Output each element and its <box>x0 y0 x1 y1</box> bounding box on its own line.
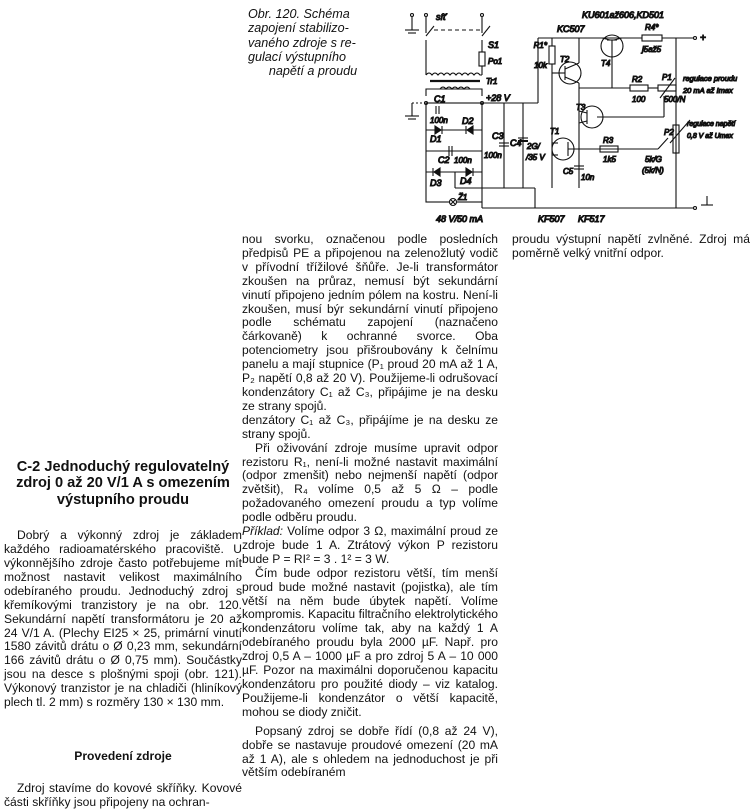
label-current-reg-1: regulace proudu <box>683 74 738 83</box>
example-label: Příklad: <box>242 524 283 539</box>
column-middle <box>242 233 498 780</box>
label-tr1: Tr1 <box>486 77 498 86</box>
label-c2-val: 100n <box>454 156 472 165</box>
label-r4: R4* <box>645 23 659 32</box>
label-p1-val: 500/N <box>664 95 686 104</box>
label-r3-val: 1k5 <box>603 155 616 164</box>
label-voltage-reg-2: 0,8 V až Umax <box>687 133 733 140</box>
label-p1: P1 <box>662 73 672 82</box>
label-c2: C2 <box>438 155 450 165</box>
label-c4-val-1: 2G/ <box>527 142 540 151</box>
ground-icon <box>701 196 713 205</box>
label-c4: C4 <box>510 138 522 148</box>
label-current-reg-2: 20 mA až Imax <box>683 86 733 95</box>
column-left <box>4 459 242 810</box>
label-z1: Ž1 <box>458 193 468 202</box>
label-c1: C1 <box>434 94 446 104</box>
label-r1: R1* <box>533 41 547 50</box>
label-d4: D4 <box>460 176 472 186</box>
label-ku601: KU601až606,KD501 <box>582 10 665 20</box>
label-plus: + <box>700 33 706 44</box>
label-r2-val: 100 <box>632 95 646 104</box>
label-kf517: KF517 <box>578 214 605 224</box>
label-28v: +28 V <box>486 93 510 103</box>
paragraph: Popsaný zdroj se dobře řídí (0,8 až 24 V), dobře se nastavuje proudové omezení (20 mA až 1 A), ale s ohledem na jednoduchost je při větším odebíraném <box>242 723 498 780</box>
label-t4: T4 <box>601 59 611 68</box>
label-p2-val-2: (5k/N) <box>642 166 664 175</box>
article-title: C-2 Jednoduchý regulovatelný zdroj 0 až 20 V/1 A s omezením výstupního proudu <box>16 459 230 508</box>
paragraph: Čím bude odpor rezistoru větší, tím menší proud bude možné nastavit (pojistka), ale tím větší na něm bude úbytek napětí. Volíme kompromis. Kapacitu filtračního elektrolytického kondenzátoru volíme tak, aby na každý 1 A odebíraného proudu byla 2000 µF. Např. pro zdroj 0,5 A – 1000 µF a pro zdroj 5 A – 10 000 µF. Pozor na maximálni doporučenou kapacitu kondenzátoru pro použité diody – viz katalog. Použijeme-li kondenzátor o větší kapacitě, mohou se diody zničit. <box>242 565 498 719</box>
label-p2-val-1: 5k/G <box>645 155 662 164</box>
section-heading: Provedení zdroje <box>74 749 172 763</box>
label-z1-val: 48 V/50 mA <box>436 214 484 224</box>
figure-caption <box>248 7 378 78</box>
ground-icon <box>405 14 419 34</box>
paragraph-example <box>242 525 498 567</box>
paragraph: Dobrý a výkonný zdroj je základem každého radioamatérského pracoviště. U výkonnějšího zdroje často potřebujeme mít možnost nastavit velikost maximálního odebíraného proudu. Jednoduchý zdroj s křemíkovými tranzistory je na obr. 120. Sekundární napětí transformátoru je 20 až 24 V/1 A. (Plechy EI25 × 25, primární vinutí 1580 závitů drátu o Ø 0,23 mm, sekundární 166 závitů drátu o Ø 0,75 mm). Součástky jsou na desce s plošnými spoji (obr. 121). Výkonový tranzistor je na chladiči (hliníkový plech tl. 2 mm) s rozměry 130 × 130 mm. <box>4 528 242 710</box>
label-p2: P2 <box>664 128 674 137</box>
paragraph: nou svorku, označenou podle posledních předpisů PE a připojenou na zelenožlutý vodič v přívodní třížilové šňůře. Je-li transformátor zkoušen na průraz, nemusí být sekundární vinutí připojeno jedním pólem na kostru. Není-li zkoušen, musí býr sekundární vinutí připojeno podle schématu zapojení (naznačeno čárkovaně) k ochranné svorce. Oba potenciometry jsou přišroubovány k čelnímu panelu a mají stupnice (P₁ proud 20 mA až 1 A, P₂ napětí 0,8 až 20 V). Použijeme-li odrušovací kondenzátory C₁ až C₃, připájime je na desku ze strany spojů. <box>242 232 498 413</box>
label-d3: D3 <box>430 178 442 188</box>
label-c5-val: 10n <box>581 173 595 182</box>
label-t1: T1 <box>550 127 560 136</box>
label-r2: R2 <box>632 75 643 84</box>
label-kc507: KC507 <box>557 24 585 34</box>
label-c3-val: 100n <box>484 151 502 160</box>
label-d1: D1 <box>430 134 442 144</box>
label-r3: R3 <box>603 136 614 145</box>
paragraph: Při oživování zdroje musíme upravit odpor rezistoru R₁, není-li možné nastavit maximální (odpor zmenšit) nebo nejmenší napětí (odpor zvětšit), R₄ volíme 0,5 až 5 Ω – podle požadovaného omezení proudu a typ volíme podle odběru proudu. <box>242 440 498 525</box>
caption-line: gulací výstupního <box>248 49 347 64</box>
label-po1: Po1 <box>488 57 503 66</box>
ground-icon <box>405 103 422 119</box>
label-d2: D2 <box>462 116 474 126</box>
fuse-po1 <box>479 52 485 66</box>
caption-line: Obr. 120. Schéma <box>248 7 350 21</box>
label-s1: S1 <box>488 40 500 50</box>
example-text: Volíme odpor 3 Ω, maximální proud ze zdroje bude 1 A. Ztrátový výkon P rezistoru bude P = RI² = 3 . 1² = 3 W. <box>242 524 498 566</box>
label-c5: C5 <box>563 167 574 176</box>
label-c3: C3 <box>492 131 504 141</box>
label-t2: T2 <box>560 55 570 64</box>
label-voltage-reg-1: regulace napětí <box>687 121 736 128</box>
column-right <box>512 233 750 261</box>
label-mains: síť <box>436 12 447 22</box>
label-c1-val: 100n <box>430 116 448 125</box>
caption-line: vaného zdroje s re- <box>248 35 356 50</box>
label-r1-val: 10k <box>534 61 547 70</box>
switch-contact <box>426 26 434 36</box>
label-c4-val-2: /35 V <box>526 153 545 162</box>
label-t3: T3 <box>576 103 586 112</box>
caption-line: zapojení stabilizo- <box>248 21 349 36</box>
label-r4-val: j5až5 <box>642 45 662 54</box>
paragraph: proudu výstupní napětí zvlněné. Zdroj má poměrně velký vnitřní odpor. <box>512 232 750 260</box>
paragraph: denzátory C₁ až C₃, připájíme je na desku ze strany spojů. <box>242 412 498 441</box>
transformer-primary <box>426 73 482 75</box>
caption-line: napětí a proudu <box>268 64 358 79</box>
paragraph: Zdroj stavíme do kovové skříňky. Kovové části skříňky jsou připojeny na ochran- <box>4 780 242 809</box>
circuit-schematic <box>400 0 753 230</box>
label-kf507: KF507 <box>538 214 565 224</box>
